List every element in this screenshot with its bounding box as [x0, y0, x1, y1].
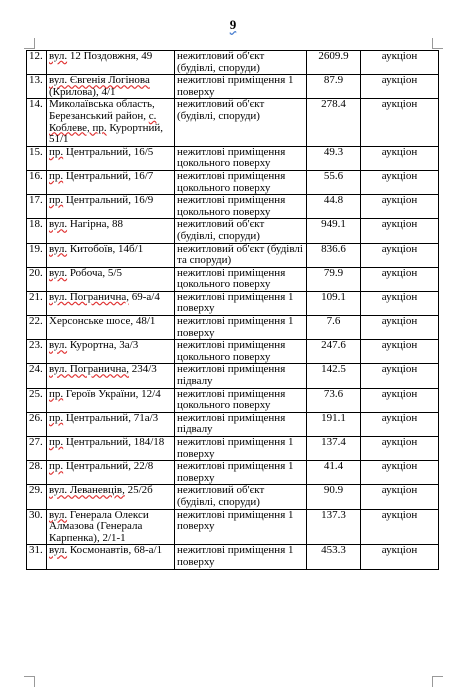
- address-part: 25/2б: [124, 484, 153, 497]
- table-row: [27, 291, 439, 315]
- address-cell: [47, 267, 175, 291]
- address-cell: [47, 75, 175, 99]
- area-cell: 2609.9: [307, 51, 361, 75]
- address-part: Херсонське шосе, 48/1: [49, 315, 156, 328]
- address-part: пр.: [49, 411, 64, 424]
- object-type-cell: нежитлові приміщення цокольного поверху: [175, 340, 307, 364]
- method-cell: аукціон: [361, 461, 439, 485]
- crop-mark-bottom-right: [432, 676, 443, 687]
- row-number-cell: 14.: [27, 99, 47, 146]
- object-type-cell: нежитлові приміщення 1 поверху: [175, 437, 307, 461]
- object-type-cell: нежитлові приміщення 1 поверху: [175, 291, 307, 315]
- table-row: [27, 388, 439, 412]
- table-row: [27, 509, 439, 545]
- object-type-cell: нежитлові приміщення цокольного поверху: [175, 146, 307, 170]
- row-number-cell: 31.: [27, 545, 47, 569]
- method-cell: аукціон: [361, 412, 439, 436]
- method-cell: аукціон: [361, 75, 439, 99]
- address-part: с. Коблеве, пр.: [49, 109, 157, 134]
- address-part: Китобоїв, 14б/1: [67, 242, 144, 255]
- address-part: вул.: [49, 339, 68, 352]
- row-number-cell: 17.: [27, 195, 47, 219]
- crop-mark-top-left: [24, 38, 35, 49]
- address-part: вул.: [49, 242, 68, 255]
- row-number-cell: 18.: [27, 219, 47, 243]
- object-type-cell: нежитлові приміщення цокольного поверху: [175, 267, 307, 291]
- address-cell: [47, 195, 175, 219]
- method-cell: аукціон: [361, 291, 439, 315]
- address-part: Курортний, 51/1: [49, 121, 163, 146]
- method-cell: аукціон: [361, 388, 439, 412]
- address-part: Центральний, 184/18: [63, 436, 165, 448]
- address-part: (Крилова), 4/1: [49, 85, 116, 98]
- address-part: Миколаївська область, Березанський район,: [49, 98, 155, 122]
- table-row: [27, 364, 439, 388]
- table-row: [27, 51, 439, 75]
- table-row: [27, 146, 439, 170]
- address-part: вул.: [49, 50, 68, 62]
- method-cell: аукціон: [361, 219, 439, 243]
- object-type-cell: нежитлові приміщення цокольного поверху: [175, 388, 307, 412]
- row-number-cell: 26.: [27, 412, 47, 436]
- object-type-cell: нежитлові приміщення 1 поверху: [175, 316, 307, 340]
- object-type-cell: нежитлові приміщення підвалу: [175, 364, 307, 388]
- row-number-cell: 22.: [27, 316, 47, 340]
- object-type-cell: нежитловий об'єкт (будівлі, споруди): [175, 219, 307, 243]
- address-part: вул. Євгенія Логінова: [49, 74, 150, 87]
- object-type-cell: нежитлові приміщення 1 поверху: [175, 545, 307, 569]
- address-cell: [47, 219, 175, 243]
- method-cell: аукціон: [361, 195, 439, 219]
- property-table-body: [27, 51, 439, 570]
- address-part: Центральний, 16/7: [63, 169, 154, 182]
- method-cell: аукціон: [361, 99, 439, 146]
- object-type-cell: нежитловий об'єкт (будівлі, споруди): [175, 99, 307, 146]
- table-row: [27, 412, 439, 436]
- area-cell: 79.9: [307, 267, 361, 291]
- address-part: вул.: [49, 266, 68, 279]
- method-cell: аукціон: [361, 485, 439, 509]
- area-cell: 191.1: [307, 412, 361, 436]
- object-type-cell: нежитловий об'єкт (будівлі, споруди): [175, 485, 307, 509]
- object-type-cell: нежитлові приміщення 1 поверху: [175, 75, 307, 99]
- address-part: Космонавтів, 68-а/1: [67, 544, 163, 557]
- row-number-cell: 30.: [27, 509, 47, 545]
- address-cell: [47, 485, 175, 509]
- row-number-cell: 12.: [27, 51, 47, 75]
- address-part: пр.: [49, 194, 64, 207]
- crop-mark-top-right: [432, 38, 443, 49]
- table-row: [27, 437, 439, 461]
- address-cell: [47, 291, 175, 315]
- area-cell: 137.4: [307, 437, 361, 461]
- object-type-cell: нежитлові приміщення цокольного поверху: [175, 195, 307, 219]
- address-part: Курортна, 3а/3: [67, 339, 139, 352]
- address-cell: [47, 545, 175, 569]
- table-row: [27, 243, 439, 267]
- row-number-cell: 24.: [27, 364, 47, 388]
- address-part: 234/3: [129, 363, 157, 376]
- table-row: [27, 340, 439, 364]
- area-cell: 137.3: [307, 509, 361, 545]
- table-row: [27, 99, 439, 146]
- property-table: [26, 50, 439, 570]
- address-part: 12 Поздовжня, 49: [67, 50, 153, 62]
- object-type-cell: нежитлові приміщення 1 поверху: [175, 509, 307, 545]
- area-cell: 142.5: [307, 364, 361, 388]
- method-cell: аукціон: [361, 545, 439, 569]
- address-part: Центральний, 16/5: [63, 145, 154, 158]
- address-part: пр.: [49, 145, 64, 158]
- method-cell: аукціон: [361, 316, 439, 340]
- area-cell: 949.1: [307, 219, 361, 243]
- page-number: 9: [229, 17, 237, 32]
- address-part: Центральний, 71а/3: [63, 411, 159, 424]
- address-part: Центральний, 22/8: [63, 460, 154, 473]
- method-cell: аукціон: [361, 437, 439, 461]
- row-number-cell: 25.: [27, 388, 47, 412]
- object-type-cell: нежитлові приміщення цокольного поверху: [175, 170, 307, 194]
- address-part: вул. Погранична,: [49, 290, 129, 303]
- object-type-cell: нежитлові приміщення підвалу: [175, 412, 307, 436]
- table-row: [27, 461, 439, 485]
- address-part: пр.: [49, 436, 64, 448]
- address-cell: [47, 316, 175, 340]
- row-number-cell: 28.: [27, 461, 47, 485]
- table-row: [27, 170, 439, 194]
- table-row: [27, 195, 439, 219]
- address-part: вул.: [49, 218, 68, 231]
- method-cell: аукціон: [361, 51, 439, 75]
- crop-mark-bottom-left: [24, 676, 35, 687]
- address-cell: [47, 340, 175, 364]
- address-cell: [47, 364, 175, 388]
- address-part: Генерала Олекси Алмазова (Генерала Карпенка), 2/1-1: [49, 508, 149, 544]
- address-cell: [47, 51, 175, 75]
- object-type-cell: нежитлові приміщення 1 поверху: [175, 461, 307, 485]
- address-part: 69-а/4: [129, 290, 160, 303]
- table-row: [27, 75, 439, 99]
- area-cell: 90.9: [307, 485, 361, 509]
- method-cell: аукціон: [361, 146, 439, 170]
- area-cell: 453.3: [307, 545, 361, 569]
- address-part: Нагірна, 88: [67, 218, 123, 231]
- address-part: пр.: [49, 169, 64, 182]
- row-number-cell: 21.: [27, 291, 47, 315]
- row-number-cell: 13.: [27, 75, 47, 99]
- address-part: Робоча, 5/5: [67, 266, 122, 279]
- object-type-cell: нежитловий об'єкт (будівлі, споруди): [175, 51, 307, 75]
- row-number-cell: 29.: [27, 485, 47, 509]
- address-part: Центральний, 16/9: [63, 194, 154, 207]
- row-number-cell: 16.: [27, 170, 47, 194]
- area-cell: 49.3: [307, 146, 361, 170]
- method-cell: аукціон: [361, 243, 439, 267]
- row-number-cell: 19.: [27, 243, 47, 267]
- method-cell: аукціон: [361, 267, 439, 291]
- area-cell: 55.6: [307, 170, 361, 194]
- row-number-cell: 27.: [27, 437, 47, 461]
- address-cell: [47, 170, 175, 194]
- address-part: вул.: [49, 544, 68, 557]
- area-cell: 87.9: [307, 75, 361, 99]
- table-row: [27, 316, 439, 340]
- row-number-cell: 23.: [27, 340, 47, 364]
- address-part: вул.: [49, 508, 68, 521]
- area-cell: 7.6: [307, 316, 361, 340]
- method-cell: аукціон: [361, 340, 439, 364]
- area-cell: 247.6: [307, 340, 361, 364]
- area-cell: 73.6: [307, 388, 361, 412]
- address-cell: [47, 388, 175, 412]
- address-cell: [47, 99, 175, 146]
- address-part: вул. Погранична,: [49, 363, 129, 376]
- table-row: [27, 267, 439, 291]
- object-type-cell: нежитловий об'єкт (будівлі та споруди): [175, 243, 307, 267]
- address-cell: [47, 412, 175, 436]
- address-part: вул. Леваневців,: [49, 484, 125, 497]
- area-cell: 278.4: [307, 99, 361, 146]
- address-part: пр.: [49, 460, 64, 473]
- area-cell: 41.4: [307, 461, 361, 485]
- address-cell: [47, 437, 175, 461]
- address-cell: [47, 509, 175, 545]
- area-cell: 109.1: [307, 291, 361, 315]
- area-cell: 836.6: [307, 243, 361, 267]
- address-cell: [47, 146, 175, 170]
- table-row: [27, 219, 439, 243]
- address-cell: [47, 243, 175, 267]
- address-part: Героїв України, 12/4: [63, 387, 161, 400]
- address-part: пр.: [49, 387, 64, 400]
- row-number-cell: 20.: [27, 267, 47, 291]
- method-cell: аукціон: [361, 364, 439, 388]
- method-cell: аукціон: [361, 170, 439, 194]
- method-cell: аукціон: [361, 509, 439, 545]
- table-row: [27, 485, 439, 509]
- area-cell: 44.8: [307, 195, 361, 219]
- row-number-cell: 15.: [27, 146, 47, 170]
- table-row: [27, 545, 439, 569]
- address-cell: [47, 461, 175, 485]
